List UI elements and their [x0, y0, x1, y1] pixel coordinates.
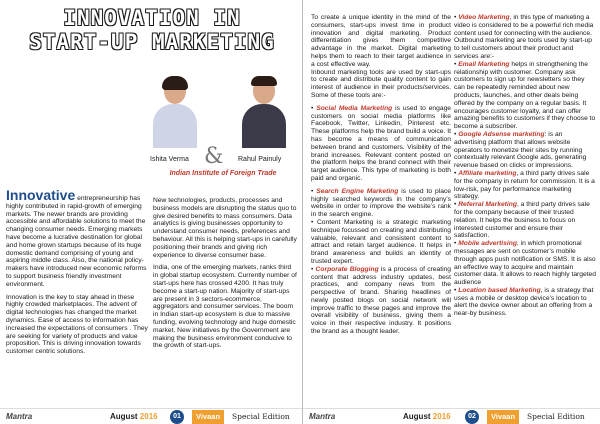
vivaan-tag: Vivaan — [192, 410, 224, 424]
list-item: • Location based Marketing, is a strategy that uses a mobile or desktop device’s location to alert the device owner about an offering from a near-by business. — [454, 286, 594, 318]
column-4 — [454, 14, 596, 323]
title-line-1: INNOVATION IN — [63, 6, 241, 30]
article-title — [6, 6, 298, 54]
item-label: Mobile advertising — [458, 240, 517, 248]
column-3 — [311, 14, 451, 341]
paragraph-text: entrepreneurship has highly contributed in rapid-growth of emerging markets. The newer brands are providing accessible and affordable solutions to meet the changing consumer needs. Emerging markets have become a lucrative destination for global and home grown startups because of its huge domestic demand comprising of young and aspiring middle class. Also, the national policy-makers have introduced new economic reforms to support business friendly investment environment. — [6, 195, 147, 288]
paragraph: To create a unique identity in the mind of the consumers, start-ups invest time in product innovation and digital marketing. Product differentiation gives them competitive advantage in the market. Digital marketing helps them to reach to their target audience in a cost effective way. — [311, 14, 451, 68]
issue-month: August — [110, 412, 138, 421]
item-label: Google Adsense marketing — [458, 130, 545, 138]
list-item: • Email Marketing helps in strengthening the relationship with customer. Company ask customers to sign up for newsletters so they can be repeatedly reminded about new products, launches, and other deals being offered by the company on a regular basis. It encourages customer loyalty, and can offer amazing benefits to customers if they choose to become a subscriber. — [454, 60, 596, 131]
vivaan-tag: Vivaan — [487, 410, 519, 424]
column-1 — [6, 189, 148, 361]
page-right — [303, 0, 600, 424]
item-label: Content Marketing — [316, 218, 374, 226]
issue-year: 2016 — [139, 412, 158, 421]
list-item: • Google Adsense marketing: is an advertising platform that allows website operators to monetize their sites by running contextually relevant Google ads, generating revenue based on clicks or impressions. — [454, 130, 587, 170]
paragraph: Inbound marketing tools are used by start-ups to create and distribute quality content to gain interest of audience in their products/services. Some of these tools are:- — [311, 68, 451, 99]
list-item: • Search Engine Marketing is used to place highly searched keywords in the company’s website in order to improve the website’s rank in the search engine. — [311, 187, 451, 219]
edition-label: Special Edition — [527, 412, 585, 421]
column-2 — [153, 197, 298, 355]
list-item: • Video Marketing, in this type of marketing a video is considered to be a powerful rich media content used for connecting with the audience. — [454, 14, 594, 37]
institute-name: Indian Institute of Foreign Trade — [169, 170, 277, 177]
item-label: Location based Marketing — [458, 286, 541, 294]
paragraph — [6, 189, 148, 289]
item-label: Email Marketing — [458, 60, 510, 68]
issue-year: 2016 — [432, 412, 451, 421]
list-item: • Mobile advertising, in which promotional messages are sent on customer’s mobile through apps push notification or SMS. It is also an effective way to acquire and maintain customer data. It allows to reach highly targeted audience — [454, 240, 596, 287]
paragraph: New technologies, products, processes and business models are disrupting the status quo to give desired benefits to mass consumers. Data analytics is giving businesses opportunity to understand consumer needs, preferences and behaviour. All this is helping start-ups in carefully positioning their brands and giving rich experience to diverse consumer base. — [153, 197, 297, 259]
page-footer-left — [0, 408, 302, 424]
edition-label: Special Edition — [232, 412, 290, 421]
list-item: • Corporate Blogging is a process of creating content that address industry updates, best practices, and company news from the perspective of brand. Sharing headlines of newly posted blogs on social network will improve traffic to these pages and improve the overall visibility of business, giving them a voice in their respective industry. It positions the brand as a thought leader. — [311, 265, 451, 336]
ampersand: & — [204, 144, 224, 169]
page-number: 01 — [170, 410, 184, 424]
page-footer-right — [303, 408, 600, 424]
paragraph: India, one of the emerging markets, ranks third in global startup ecosystem. Currently number of start-ups here has crossed 4200. It has truly become a start-up nation. Majority of start-ups are present in 3 sectors-ecommerce, aggregators and consumer services. The boom in Indian start-up ecosystem is due to massive funding, evolving technology and huge domestic market. New initiatives by the Government are making the business environment conducive to the growth of start-ups. — [153, 264, 297, 350]
item-label: Search Engine Marketing — [316, 187, 399, 195]
author-name-1: Ishita Verma — [150, 156, 189, 163]
issue-date — [403, 412, 451, 421]
magazine-logo: Mantra — [309, 412, 336, 421]
magazine-logo: Mantra — [6, 412, 33, 421]
issue-date — [110, 412, 158, 421]
issue-month: August — [403, 412, 431, 421]
author-name-2: Rahul Painuly — [238, 156, 282, 163]
list-item: • Social Media Marketing is used to engage customers on social media platforms like Facebook, Twitter, Linkedin, Pinterest etc. These platforms help the brand build a voice. It has become a means of communication between brand and customers. Visibility of the brand increases. Relevant content posted on the platform helps the brand connect with their target audience. This type of marketing is both paid and organic. — [311, 104, 452, 182]
author-photo-rahul — [242, 76, 286, 148]
list-item: • Content Marketing is a strategic marketing technique focussed on creating and distributing valuable, relevant and consistent content to attract and retain target audience. It helps in brand awareness and builds an identity of trusted expert. — [311, 218, 451, 265]
author-photo-ishita — [153, 76, 197, 148]
item-label: Affiliate marketing — [458, 169, 517, 177]
list-item: • Affiliate marketing, a third party drives sale for the company in return for commission. It is a low-risk, pay for performance marketing strategy. — [454, 169, 595, 201]
paragraph: Innovation is the key to stay ahead in these highly crowded marketplaces. The advent of digital technologies has changed the market dynamics. Ease of access to information has increased the expectations of consumers . They are seeking for variety of products and value proposition. This is driving innovation towards customer centric solutions. — [6, 293, 148, 356]
paragraph: Outbound marketing are tools used by start-up to tell customers about their product and services are:- — [454, 37, 592, 60]
item-label: Corporate Blogging — [315, 265, 379, 273]
item-label: Referral Marketing — [458, 201, 517, 209]
item-label: Social Media Marketing — [316, 104, 393, 112]
list-item: • Referral Marketing, a third party drives sale for the company because of their trusted relation. It helps the business to focus on interested customer and ensure their satisfaction. — [454, 201, 590, 240]
title-line-2: START-UP MARKETING — [29, 30, 275, 54]
page-number: 02 — [465, 410, 479, 424]
lead-word: Innovative — [6, 187, 76, 203]
item-label: Video Marketing — [458, 14, 510, 21]
